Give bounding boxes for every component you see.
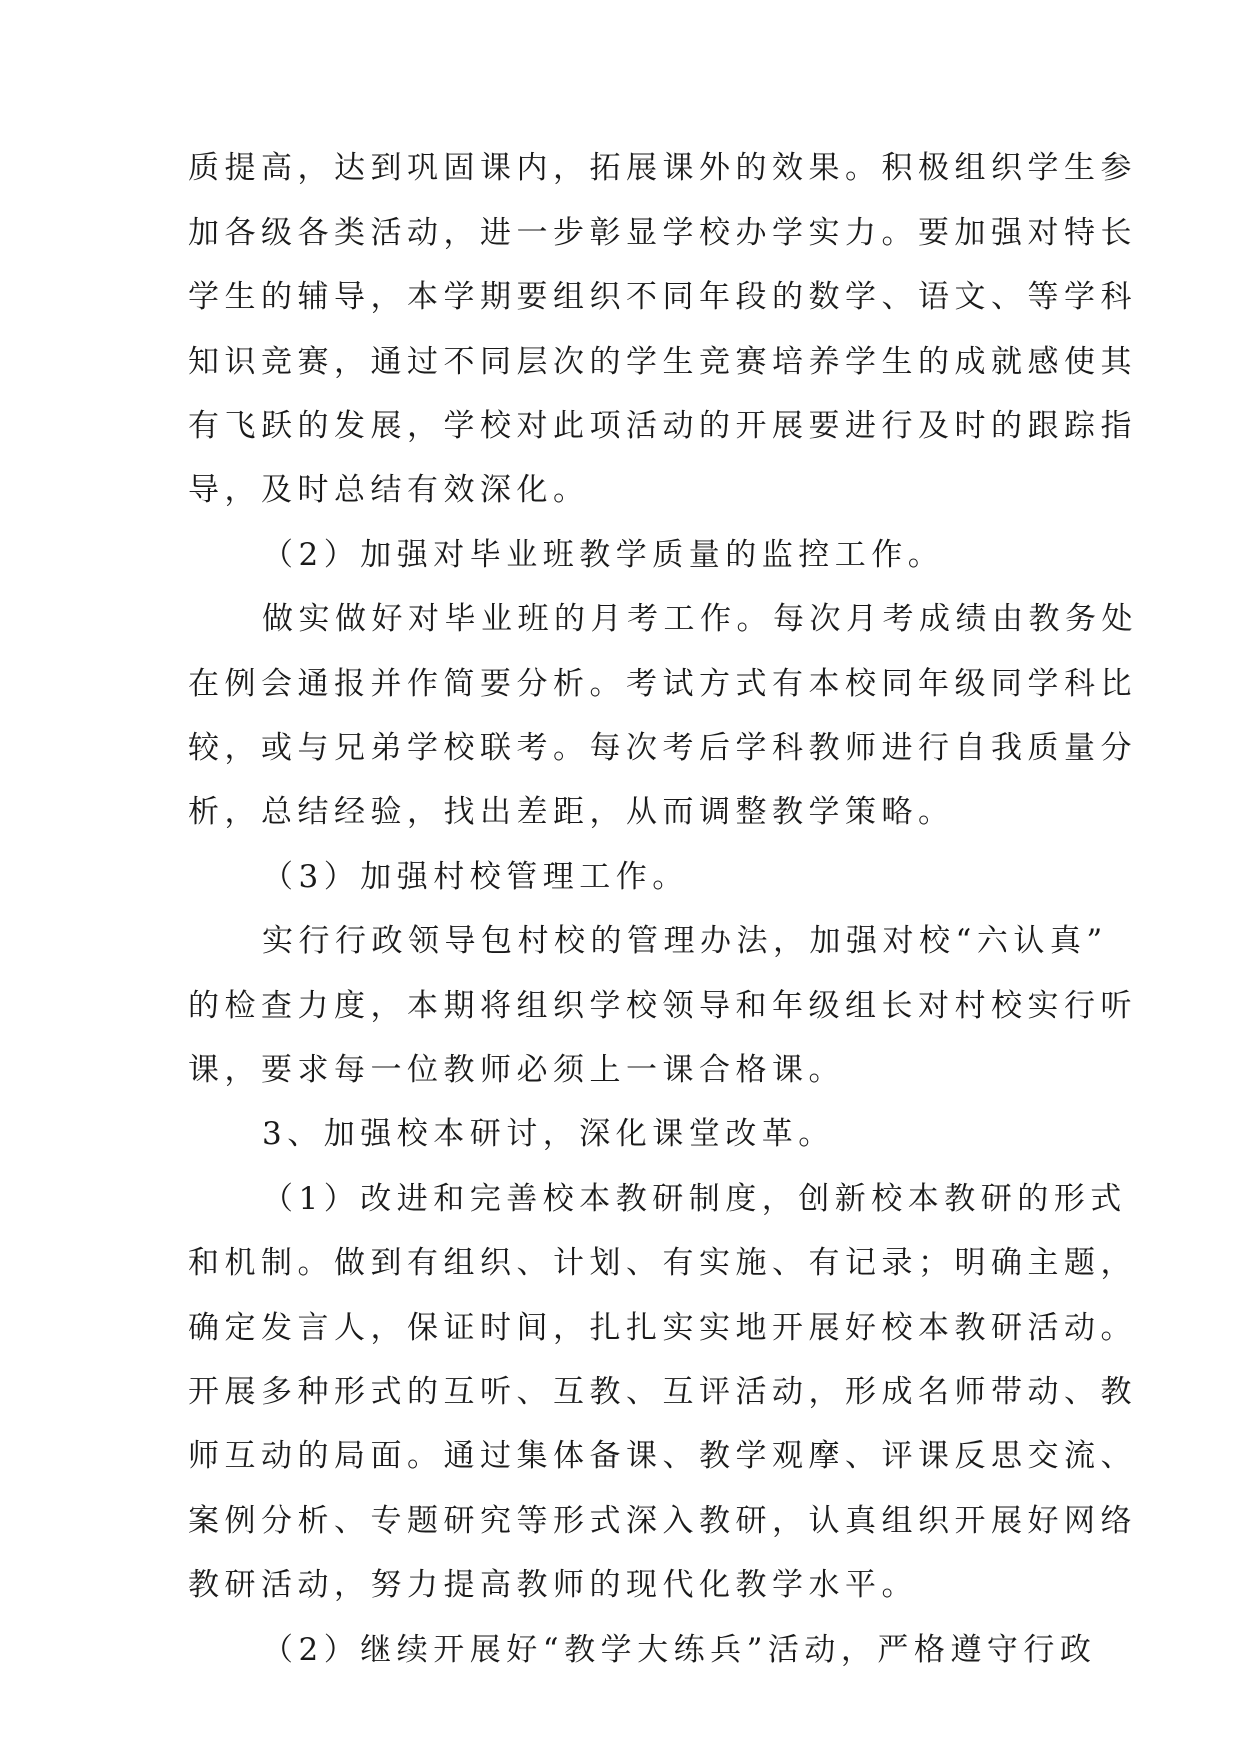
text-line: 确定发言人，保证时间，扎扎实实地开展好校本教研活动。 (188, 1310, 1137, 1346)
text-line: 实行行政领导包村校的管理办法，加强对校“六认真” (262, 923, 1108, 959)
text-line: 师互动的局面。通过集体备课、教学观摩、评课反思交流、 (188, 1438, 1137, 1474)
subheading-line: （3）加强村校管理工作。 (262, 859, 689, 895)
text-line: 做实做好对毕业班的月考工作。每次月考成绩由教务处 (262, 601, 1138, 637)
text-line: 质提高，达到巩固课内，拓展课外的效果。积极组织学生参 (188, 150, 1137, 186)
text-line: 的检查力度，本期将组织学校领导和年级组长对村校实行听 (188, 988, 1137, 1024)
subheading-line: （2）加强对毕业班教学质量的监控工作。 (262, 537, 945, 573)
text-line: 教研活动，努力提高教师的现代化教学水平。 (188, 1567, 918, 1603)
text-line: 较，或与兄弟学校联考。每次考后学科教师进行自我质量分 (188, 730, 1137, 766)
text-line: 案例分析、专题研究等形式深入教研，认真组织开展好网络 (188, 1503, 1137, 1539)
text-line: 开展多种形式的互听、互教、互评活动，形成名师带动、教 (188, 1374, 1137, 1410)
text-line: 在例会通报并作简要分析。考试方式有本校同年级同学科比 (188, 666, 1137, 702)
text-line: 知识竞赛，通过不同层次的学生竞赛培养学生的成就感使其 (188, 344, 1137, 380)
text-line: 导，及时总结有效深化。 (188, 472, 590, 508)
subheading-line: （2）继续开展好“教学大练兵”活动，严格遵守行政 (262, 1632, 1097, 1668)
text-line: 和机制。做到有组织、计划、有实施、有记录；明确主题， (188, 1245, 1137, 1281)
text-line: 课，要求每一位教师必须上一课合格课。 (188, 1052, 845, 1088)
text-line: 学生的辅导，本学期要组织不同年段的数学、语文、等学科 (188, 279, 1137, 315)
subheading-line: （1）改进和完善校本教研制度，创新校本教研的形式 (262, 1181, 1127, 1217)
section-heading-line: 3、加强校本研讨，深化课堂改革。 (262, 1116, 835, 1152)
text-line: 析，总结经验，找出差距，从而调整教学策略。 (188, 794, 955, 830)
text-line: 加各级各类活动，进一步彰显学校办学实力。要加强对特长 (188, 215, 1137, 251)
text-line: 有飞跃的发展，学校对此项活动的开展要进行及时的跟踪指 (188, 408, 1137, 444)
